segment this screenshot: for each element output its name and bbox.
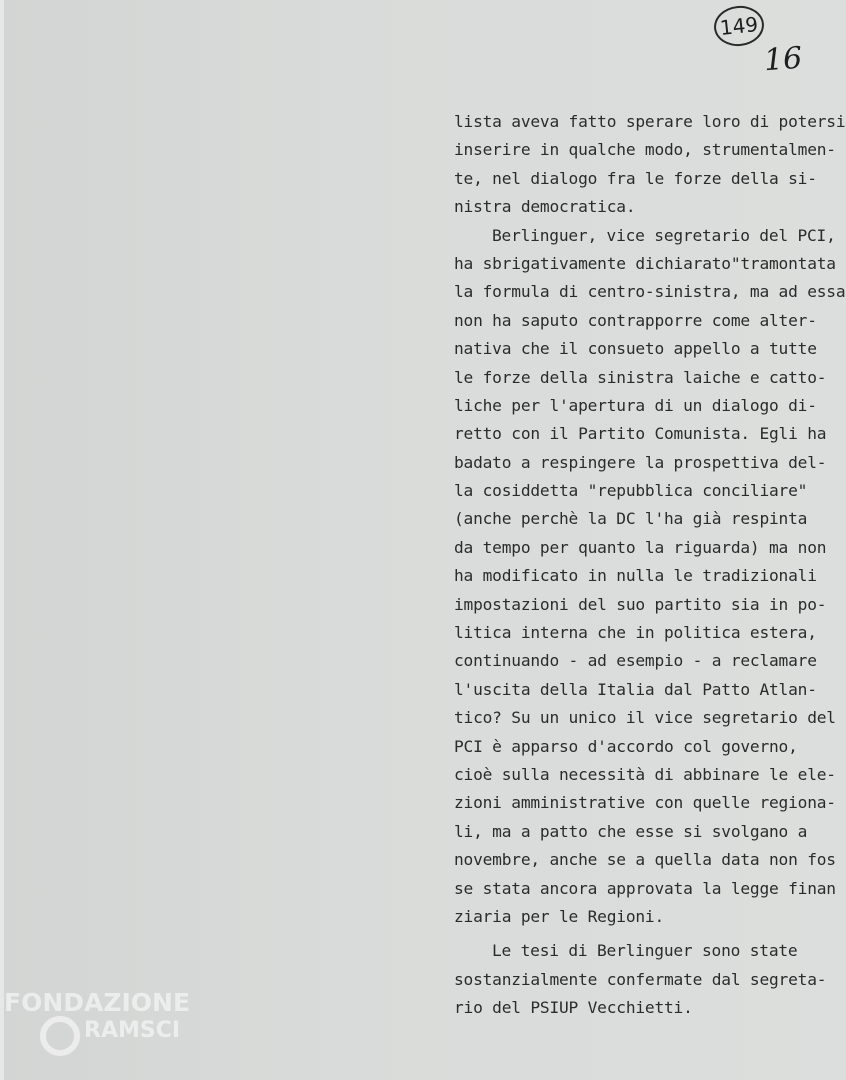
text-line: l'uscita della Italia dal Patto Atlan- (454, 679, 817, 699)
watermark-line-1: FONDAZIONE (4, 988, 191, 1017)
watermark-line-2: RAMSCI (84, 1018, 181, 1043)
watermark-g-logo (40, 1016, 80, 1056)
text-line: Le tesi di Berlinguer sono state (492, 941, 798, 961)
text-line: ha modificato in nulla le tradizionali (454, 566, 817, 586)
text-line: nativa che il consueto appello a tutte (454, 339, 817, 359)
text-line: retto con il Partito Comunista. Egli ha (454, 424, 827, 444)
text-line: Berlinguer, vice segretario del PCI, (492, 225, 836, 245)
text-line: da tempo per quanto la riguarda) ma non (454, 537, 827, 557)
page-edge (0, 0, 4, 1080)
folio-number: 16 (762, 40, 804, 79)
text-line: li, ma a patto che esse si svolgano a (454, 821, 808, 841)
text-line: cioè sulla necessità di abbinare le ele- (454, 764, 836, 784)
fondazione-gramsci-watermark (4, 988, 234, 1080)
text-line: ha sbrigativamente dichiarato"tramontata (454, 253, 836, 273)
text-line: te, nel dialogo fra le forze della si- (454, 168, 817, 188)
text-line: litica interna che in politica estera, (454, 623, 817, 643)
archive-number: 149 (718, 12, 760, 40)
text-line: la formula di centro-sinistra, ma ad essa (454, 282, 846, 302)
text-line: zioni amministrative con quelle regiona- (454, 793, 836, 813)
text-line: PCI è apparso d'accordo col governo, (454, 736, 798, 756)
text-line: sostanzialmente confermate dal segreta- (454, 969, 827, 989)
text-line: ziaria per le Regioni. (454, 906, 665, 926)
text-line: non ha saputo contrapporre come alter- (454, 310, 817, 330)
text-line: lista aveva fatto sperare loro di potersi (454, 112, 846, 131)
text-line: liche per l'apertura di un dialogo di- (454, 395, 817, 415)
text-line: le forze della sinistra laiche e catto- (454, 367, 827, 387)
text-line: tico? Su un unico il vice segretario del (454, 708, 836, 728)
text-line: impostazioni del suo partito sia in po- (454, 594, 827, 614)
archive-number-stamp (712, 3, 766, 48)
text-line: nistra democratica. (454, 197, 636, 217)
text-line: la cosiddetta "repubblica conciliare" (454, 481, 808, 501)
text-line: inserire in qualche modo, strumentalmen- (454, 140, 836, 160)
text-line: se stata ancora approvata la legge finan (454, 878, 836, 898)
text-line: continuando - ad esempio - a reclamare (454, 651, 817, 671)
text-line: badato a respingere la prospettiva del- (454, 452, 827, 472)
text-line: rio del PSIUP Vecchietti. (454, 998, 693, 1018)
text-line: (anche perchè la DC l'ha già respinta (454, 509, 808, 529)
text-line: novembre, anche se a quella data non fos (454, 850, 836, 870)
typewritten-text (454, 108, 846, 1023)
